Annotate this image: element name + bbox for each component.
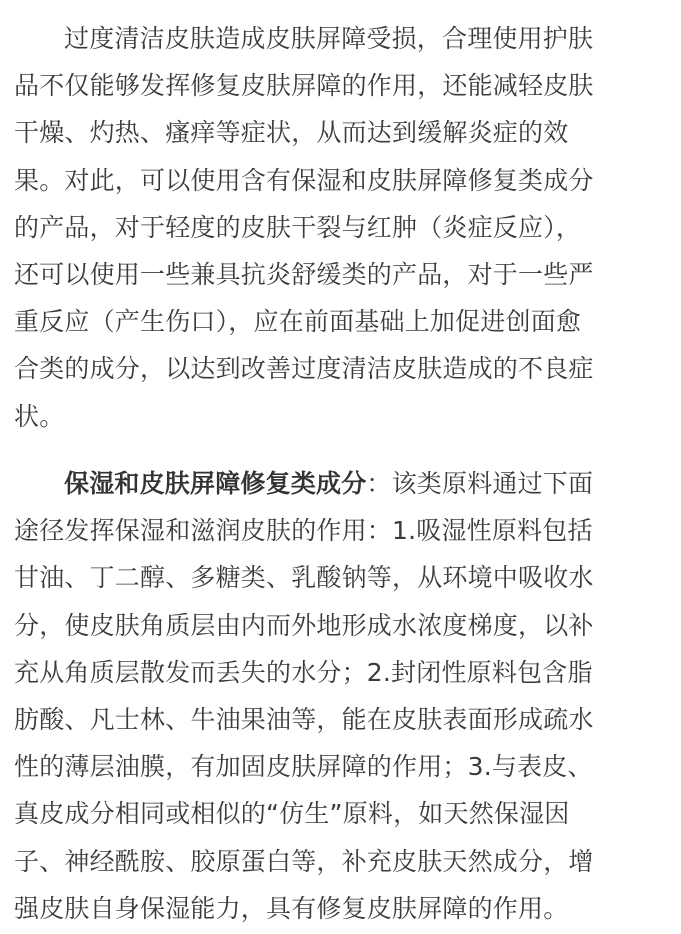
paragraph-moisturizing-ingredients bbox=[14, 460, 668, 932]
text-line: 过度清洁皮肤造成皮肤屏障受损，合理使用护肤 bbox=[64, 24, 594, 53]
text-line: 肪酸、凡士林、牛油果油等，能在皮肤表面形成疏水 bbox=[14, 704, 594, 734]
text-line: 真皮成分相同或相似的“仿生”原料，如天然保湿因 bbox=[14, 799, 570, 829]
text-line: 子、神经酰胺、胶原蛋白等，补充皮肤天然成分，增 bbox=[14, 846, 594, 876]
text-line: 还可以使用一些兼具抗炎舒缓类的产品，对于一些严 bbox=[14, 259, 594, 289]
text-line: 合类的成分，以达到改善过度清洁皮肤造成的不良症 bbox=[14, 354, 594, 384]
text-line: 强皮肤自身保湿能力，具有修复皮肤屏障的作用。 bbox=[14, 893, 569, 923]
text-line: 品不仅能够发挥修复皮肤屏障的作用，还能减轻皮肤 bbox=[14, 71, 594, 101]
text-line: 分，使皮肤角质层由内而外地形成水浓度梯度，以补 bbox=[14, 610, 594, 640]
section-heading: 保湿和皮肤屏障修复类成分 bbox=[64, 469, 367, 498]
text-line: 状。 bbox=[14, 401, 65, 431]
text-line-with-heading bbox=[14, 460, 668, 507]
text-line: 的产品，对于轻度的皮肤干裂与红肿（炎症反应）， bbox=[14, 212, 582, 242]
text-line: 重反应（产生伤口），应在前面基础上加促进创面愈 bbox=[14, 307, 582, 337]
text-line: 果。对此，可以使用含有保湿和皮肤屏障修复类成分 bbox=[14, 165, 594, 195]
paragraph-skin-barrier-care bbox=[14, 15, 668, 440]
text-line: 性的薄层油膜，有加固皮肤屏障的作用；3.与表皮、 bbox=[14, 752, 593, 782]
text-line: 途径发挥保湿和滋润皮肤的作用：1.吸湿性原料包括 bbox=[14, 516, 593, 546]
text-line: 充从角质层散发而丢失的水分；2.封闭性原料包含脂 bbox=[14, 657, 593, 687]
heading-line-rest: ：该类原料通过下面 bbox=[366, 469, 594, 498]
text-line: 甘油、丁二醇、多糖类、乳酸钠等，从环境中吸收水 bbox=[14, 563, 594, 593]
text-line: 干燥、灼热、瘙痒等症状，从而达到缓解炎症的效 bbox=[14, 118, 569, 148]
